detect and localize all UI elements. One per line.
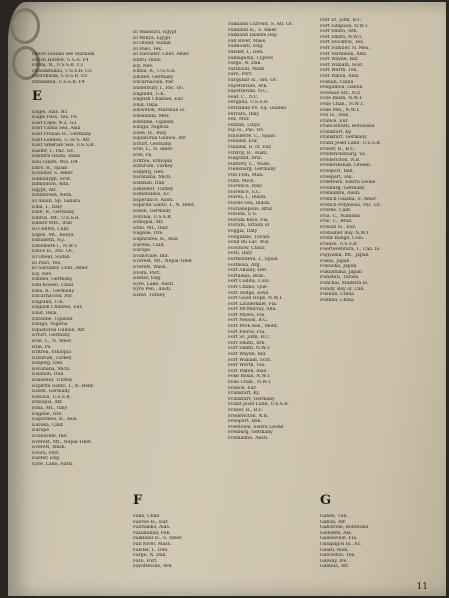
index-entry: Everett, Wash. [133, 264, 168, 270]
index-entry: Escanaba, Mich. [32, 366, 71, 372]
index-entry: Flattery, C., Wash. [228, 161, 271, 167]
index-entry: Enugu, Nigeria [32, 322, 68, 328]
index-entry: Estonia, U.S.S.R. [32, 394, 72, 400]
index-entry: Ensenada, Mex. [133, 113, 171, 119]
index-entry: Falster, I., Den. [228, 49, 264, 55]
index-entry: Eugene, Ore. [32, 411, 63, 417]
index-entry: Easter, I., Pac. Oc. [32, 148, 75, 154]
index-entry: Fremantle, Austl. [320, 191, 361, 197]
index-entry: Foxe Chan., N.W.T. [228, 380, 272, 385]
index-entry: East London, U. of S. Afr. [32, 137, 91, 143]
index-entry: Fort Worth, Tex. [228, 363, 266, 369]
index-entry: Fayetteville, Ark. [133, 564, 173, 570]
index-entry: Everett, Wash. [32, 445, 67, 451]
index-entry: Eastern Ghats, India [32, 154, 81, 160]
section-letter-f: F [133, 493, 143, 508]
index-entry: Fada, Chad [133, 514, 160, 519]
index-entry: Faro, Port. [133, 558, 158, 564]
index-entry: Fort William, Scot. [228, 357, 272, 363]
index-entry: Elba, I., Italy [32, 204, 63, 210]
index-entry: Fuerteventura, I., Can. Is. [320, 247, 381, 253]
index-entry: Falkland Current, S. Atl. Oc. [228, 22, 294, 27]
index-entry: Ellice Is., Pac. Oc. [32, 249, 74, 255]
index-entry: Emi Koussi, Chad [32, 282, 73, 288]
entry-list [320, 514, 422, 570]
index-entry: Erie, L., N. Amer. [32, 338, 73, 344]
index-entry: Eureka, Calif. [32, 422, 64, 428]
index-entry: Galati, Rom. [320, 547, 349, 553]
index-entry: Fezzan, Libya [228, 122, 260, 128]
index-entry: Fort Good Hope, N.W.T. [228, 296, 283, 302]
index-entry: Fort Stockton, Tex. [320, 40, 365, 46]
index-entry: Foggia, Italy [228, 228, 258, 234]
index-entry: Erzurum, Turkey [133, 164, 173, 170]
index-entry: Eniwetok, Marshall Is. [133, 108, 186, 114]
index-entry: Equatorial Guinea, Afr. [133, 136, 187, 142]
index-entry: Fujiyama, Mt., Japan [320, 252, 369, 258]
index-entry: Flin Flon, Man. [228, 173, 264, 179]
index-entry: Enid, Okla. [133, 102, 159, 108]
index-entry: Galveston, Tex. [320, 553, 356, 559]
index-entry: Fox Is., Alas. [320, 113, 350, 119]
index-entry: Fuzhou, China [320, 297, 354, 303]
index-entry: El Paso, Tex. [32, 260, 62, 266]
index-entry: Faisalabad, Pak. [133, 530, 171, 536]
index-entry: Faeroe Is., Eur. [133, 519, 169, 525]
section-f [133, 494, 235, 570]
index-entry: Fiji Is., Pac. Oc. [228, 128, 265, 134]
index-entry: Emden, Germany [133, 74, 174, 80]
index-entry: Fort Pierce, Fla. [228, 329, 266, 335]
index-entry: Fort Smith, N.W.T. [320, 34, 363, 40]
index-entry: Etna, Mt., Italy [32, 406, 68, 412]
index-entry: Eyre, Lake, Austl. [32, 461, 74, 467]
index-entry: Galway, Ire. [320, 558, 348, 564]
index-entry: Flores Sea, Indon. [228, 201, 271, 206]
index-entry: Falmouth, Eng. [228, 44, 264, 50]
index-entry: Frankfurt, Germany [320, 135, 367, 141]
index-entry: Ecuador, S. Amer. [32, 171, 74, 177]
index-entry: Fort Myers, Fla. [228, 312, 266, 318]
index-entry: Foshan, China [320, 79, 354, 85]
index-entry: Fort Worth, Tex. [320, 68, 358, 74]
index-entry: Elburz Mts., Iran [32, 221, 72, 227]
index-entry: Esperance, Austl. [133, 197, 174, 203]
index-entry: Edinburgh, Scot. [32, 176, 72, 182]
index-entry: Fredericton, N.B. [320, 157, 361, 163]
index-entry: Foxe Chan., N.W.T. [320, 101, 364, 107]
index-entry: Franz Josef Land, U.S.S.R. [228, 402, 290, 408]
section-g [320, 494, 422, 570]
index-entry: Fairbanks, Alas. [133, 525, 171, 531]
index-entry: Fort Collins, Colo. [228, 279, 271, 285]
index-entry: Frederikshab, Greenl. [320, 163, 372, 169]
index-entry: England, U.K. [133, 91, 166, 97]
index-entry: El Minya, Egypt [133, 35, 171, 41]
index-entry: East Siberian Sea, U.S.S.R. [32, 143, 96, 149]
index-entry: Essen, Germany [133, 209, 171, 214]
index-entry: El Paso, Tex. [133, 46, 163, 52]
index-entry: Frobisher Bay, N.W.T. [320, 230, 370, 236]
index-entry: Eureka, Calif. [133, 242, 165, 248]
index-entry: Euphrates, R., Asia [133, 236, 178, 242]
index-entry: Evora, Port. [32, 450, 60, 456]
index-entry: Frankfurt, Germany [228, 396, 275, 402]
index-entry: El Obeid, Sudan [133, 41, 171, 47]
index-entry: Fort Peck Res., Mont. [228, 324, 279, 330]
index-entry: Falkland Islands Dep. [228, 33, 279, 39]
index-entry: Fraser, R., B.C. [228, 407, 264, 413]
index-entry: Fort Smith, Ark. [320, 29, 358, 35]
index-entry: Esbjerg, Den. [133, 169, 165, 175]
index-entry: Fremantle, Austl. [228, 435, 269, 441]
index-entry: Gainesville, Fla. [320, 536, 358, 542]
binder-ring-icon [10, 8, 40, 44]
index-entry: Freetown, Sierra Leone [228, 424, 284, 430]
index-entry: Eindhoven, Neth. [32, 193, 73, 199]
index-entry: French Guiana, S. Amer. [320, 197, 377, 202]
index-entry: Flensburg, Germany [228, 167, 276, 173]
index-entry: Gadsden, Ala. [320, 530, 353, 536]
index-entry: Esfahan, Iran [133, 181, 165, 187]
index-entry: Fort Sumner, N. Mex. [320, 45, 371, 51]
index-entry: Eskisehir, Turkey [133, 186, 174, 192]
index-entry: El Aaiun, Sp. Sahara [32, 199, 81, 205]
index-entry: Fergana, U.S.S.R. [228, 100, 269, 106]
index-entry: Dutch Guiana see Surinam [32, 52, 95, 57]
index-entry: Dzaudzhikau, U.S.S.R. G5 [32, 68, 92, 74]
index-entry: Ellesmere I., N.W.T. [32, 243, 78, 249]
index-entry: Fredericksburg, Va. [320, 152, 367, 158]
index-entry: Exeter, Eng. [32, 456, 61, 462]
index-entry: Evansville, Ind. [32, 434, 68, 439]
index-entry: Elgon, Mt., Kenya [32, 232, 74, 238]
index-entry: Faribault, Minn. [228, 66, 266, 72]
index-entry: Freetown, Sierra Leone [320, 180, 376, 186]
index-entry: Funafuti, Tuvalu [320, 275, 359, 281]
index-entry: Florida, Straits of [228, 223, 270, 229]
index-entry: Fongafale, Tuvalu [228, 234, 270, 240]
index-entry: Ferrara, Italy [228, 111, 260, 117]
index-entry: Fitzroy, R., Austl. [228, 150, 269, 156]
index-entry: Fargo, N. Dak. [228, 61, 262, 67]
index-entry: Eau Claire, Wis. D4 [32, 159, 78, 165]
index-entry: Fall River, Mass. [133, 541, 172, 547]
entry-list [32, 110, 134, 468]
index-entry: Falkland Is., S. Amer. [133, 536, 183, 542]
index-entry: Fort Chimo, Que. [228, 284, 269, 290]
index-entry: Fukushima, Japan [320, 269, 362, 275]
index-entry: Entebbe, Uganda [32, 316, 73, 322]
index-entry: Erie, Pa. [133, 153, 153, 159]
index-entry: Fraser, R., B.C. [320, 146, 356, 152]
index-entry: Egypt, Afr. [32, 187, 57, 193]
index-entry: Fargo, N. Dak. [133, 553, 167, 559]
index-entry: Formentera, I., Spain [228, 256, 278, 262]
index-entry: Entebbe, Uganda [133, 119, 174, 125]
index-entry: Formosa, Arg. [228, 262, 261, 268]
index-entry: El Obeid, Sudan [32, 255, 70, 260]
index-entry: Fort Vermilion, Alta. [320, 51, 368, 57]
lead-entries [32, 52, 134, 86]
index-entry: Fort Albany, Ont. [228, 268, 268, 274]
index-entry: Dutch Harbor, U.S.A. F4 [32, 57, 89, 63]
index-entry: Fort William, Scot. [320, 62, 364, 68]
index-entry: Front Range, Colo. [320, 236, 365, 242]
index-entry: Europe [133, 248, 150, 254]
index-entry: Freiburg, Germany [228, 430, 273, 436]
index-entry: Etna, Mt., Italy [133, 225, 169, 231]
index-entry: Gabon, Afr. [320, 519, 347, 525]
index-entry: Florence, Italy [228, 184, 262, 190]
index-entry: Everest, Mt., Nepal-Tibet [133, 259, 192, 265]
index-entry: Fort St. John, B.C. [228, 335, 271, 341]
index-entry: Elbe, R., Germany [32, 210, 75, 216]
index-entry: Fougamou, Gabon [320, 85, 363, 91]
index-column-2 [133, 30, 235, 299]
index-entry: Fort Dodge, Iowa [228, 290, 269, 296]
index-entry: Ethiopia, Afr. [32, 400, 63, 406]
index-entry: Foxe Pen., N.W.T. [320, 107, 360, 113]
index-entry: Frankfort, Ky. [320, 129, 352, 135]
index-entry: East Cape, N.Z. G2 [32, 120, 77, 126]
page-number: 11 [416, 582, 428, 592]
index-entry: Galapagos Is., Ec. [320, 541, 362, 547]
index-entry: Enugu, Nigeria [133, 125, 169, 131]
index-entry: Fayetteville, N.C. [228, 89, 268, 95]
index-entry: Falkland Is., S. Amer. [228, 27, 278, 33]
index-entry: Elizabeth, N.J. [32, 238, 65, 244]
index-entry: Escanaba, Mich. [133, 175, 172, 181]
index-entry: French Polynesia, Pac. Oc. [320, 202, 382, 208]
index-page [8, 2, 446, 596]
index-entry: Fundy, Bay of, Can. [320, 286, 366, 292]
section-letter-e: E [32, 88, 42, 104]
index-entry: East Frisian Is., Germany [32, 131, 92, 137]
index-entry: Erfurt, Germany [32, 333, 71, 339]
index-entry: Florence, S.C. [228, 189, 261, 195]
index-entry: Frisian Is., Eur. [320, 224, 356, 230]
index-entry: France, Eur. [320, 118, 349, 124]
index-entry: Faro, Port. [228, 72, 253, 78]
index-entry: Ely, Nev. [133, 63, 153, 69]
index-entry: Fez, Mor. [228, 117, 250, 123]
entry-list [133, 514, 235, 570]
index-entry: Fukui, Japan [320, 258, 350, 264]
index-entry: Freeport, Tex. [320, 174, 353, 180]
index-entry: Freeport, Bah. [228, 419, 263, 425]
index-entry: Famagusta, Cyprus [228, 55, 274, 61]
index-entry: Emba, R., U.S.S.R. [133, 69, 176, 75]
index-entry: Gaborone, Botswana [320, 525, 369, 531]
index-entry: Fort Yukon, Alas. [320, 73, 360, 79]
index-entry: Farquhar Is., Ind. Oc. [228, 77, 279, 83]
index-entry: Dzhambul, U.S.S.R. F4 [32, 79, 85, 85]
index-entry: Fayetteville, Ark. [228, 83, 268, 89]
index-entry: Ezine, Turkey [133, 292, 166, 298]
index-entry: Fort McMurray, Alta. [228, 307, 278, 313]
index-entry: Flint, Mich. [228, 178, 256, 184]
index-entry: Fortaleza, Braz. [228, 273, 265, 279]
index-entry: Fort Smith, Ark. [228, 340, 266, 346]
index-entry: Frankfort, Ky. [228, 391, 260, 397]
index-entry: Frunze, U.S.S.R. [320, 241, 359, 247]
index-entry: Erzurum, Turkey [32, 355, 72, 361]
index-entry: Fort Nelson, B.C. [228, 318, 269, 324]
index-entry: Flores, I., Indon. [228, 195, 267, 201]
index-entry: Fria, C., Namibia [320, 213, 360, 219]
index-entry: El Mansura, Egypt [133, 30, 177, 35]
index-entry: Eyre, Lake, Austl. [133, 281, 175, 287]
index-entry: Forli, Italy [228, 251, 253, 257]
index-entry: English Channel, Eur. [32, 305, 83, 311]
index-entry: Florianopolis, Braz. [228, 206, 274, 212]
index-entry: Encarnacion, Par. [133, 80, 174, 86]
index-entry: El Salvador, Cent. Amer. [133, 52, 190, 58]
index-entry: England, U.K. [32, 299, 65, 305]
index-entry: Dzerzhinsk, U.S.S.R. D5 [32, 74, 88, 80]
index-entry: Eagle, Alas. B5 [32, 109, 68, 115]
index-entry: Gabes, Tun. [320, 514, 348, 519]
index-entry: El Salvador, Cent. Amer. [32, 266, 89, 272]
index-entry: Flagstaff, Ariz. [228, 156, 263, 162]
index-entry: Ethiopia, Afr. [133, 220, 164, 226]
index-entry: Fond du Lac, Wis. [228, 240, 270, 246]
index-entry: Eolie, Is., Italy [133, 130, 167, 136]
index-entry: Foveaux Str., N.Z. [320, 90, 362, 96]
index-entry: Erfurt, Germany [133, 141, 172, 147]
index-entry: Freiburg, Germany [320, 185, 365, 191]
index-entry: Fresno, Calif. [320, 208, 352, 214]
index-entry: Eluru, India [133, 57, 161, 63]
index-entry: Freeport, Bah. [320, 169, 355, 175]
index-entry: Eyre Pen., Austl. [133, 287, 172, 293]
index-entry: Fort Wayne, Ind. [320, 57, 359, 63]
index-column-3 [228, 22, 330, 442]
index-entry: Evansville, Ind. [133, 253, 169, 259]
index-entry: Europe [32, 428, 49, 434]
index-entry: Finisterre, C., Spain [228, 133, 276, 139]
index-entry: Esbjerg, Den. [32, 361, 64, 367]
index-entry: Enid, Okla. [32, 310, 58, 316]
index-entry: Esmeraldas, Ec. [133, 192, 171, 198]
index-entry: East China Sea, Asia [32, 126, 81, 132]
index-entry: Eagle Pass, Tex. F6 [32, 115, 77, 121]
index-entry: Espiritu Santo, I., N. Hebr. [133, 203, 196, 209]
index-entry: El Centro, Calif. [32, 227, 70, 233]
index-entry: Falster, I., Den. [133, 547, 169, 553]
index-entry: Fall River, Mass. [228, 38, 267, 44]
index-entry: Esfahan, Iran [32, 372, 64, 378]
index-entry: Fort Wayne, Ind. [228, 352, 267, 358]
index-entry: Erie, L., N. Amer. [133, 147, 174, 153]
index-entry: Florida Keys, Fla. [228, 217, 269, 223]
index-entry: Foochow, China [228, 245, 265, 251]
index-entry: Ely, Nev. [32, 271, 52, 277]
index-entry: Eskisehir, Turkey [32, 378, 73, 384]
index-entry: Dvina, N., U.S.S.R. C3 [32, 63, 84, 69]
index-entry: Exeter, Eng. [133, 276, 162, 282]
index-entry: Finland, Eur. [228, 139, 259, 145]
index-entry: Edmonton, Alta. [32, 182, 70, 188]
index-entry: Everest, Mt., Nepal-Tibet [32, 439, 91, 445]
index-entry: Florida, U.S. [228, 212, 258, 218]
index-entry: France, Eur. [228, 385, 257, 391]
index-entry: Euphrates, R., Asia [32, 417, 77, 423]
index-entry: Francistown, Botswana [320, 124, 375, 130]
section-letter-g: G [320, 493, 332, 508]
index-column-4 [320, 18, 422, 303]
index-entry: Gambia, Afr. [320, 564, 349, 570]
index-entry: Eugene, Ore. [133, 231, 164, 237]
index-column-1 [32, 52, 134, 468]
index-entry: Fushun, China [320, 292, 354, 298]
index-entry: Finland, G. of, Eur. [228, 145, 272, 151]
index-entry: Fort Yukon, Alas. [228, 368, 268, 374]
index-entry: Franz Josef Land, U.S.S.R. [320, 141, 382, 147]
index-entry: Foxe Basin, N.W.T. [228, 374, 271, 380]
index-entry: Fukuoka, Japan [320, 264, 357, 270]
index-entry: Fredericton, N.B. [228, 413, 269, 419]
index-entry: Fort Simpson, N.W.T. [320, 23, 369, 29]
index-entry: Evora, Port. [133, 270, 161, 276]
index-entry: Funchal, Madeira Is. [320, 280, 369, 286]
index-entry: Fort Lauderdale, Fla. [228, 301, 278, 307]
index-entry: Fort St. John, B.C. [320, 18, 363, 23]
index-entry: Espiritu Santo, I., N. Hebr. [32, 383, 95, 389]
index-entry: Equatorial Guinea, Afr. [32, 327, 86, 333]
index-entry: Eritrea, Ethiopia [32, 350, 71, 356]
index-entry: Enderbury I., Pac. Oc. [133, 85, 185, 91]
index-entry: Fort Smith, N.W.T. [228, 346, 271, 352]
index-entry: Foxe Basin, N.W.T. [320, 96, 363, 102]
index-entry: Elbrus, Mt., U.S.S.R. [32, 215, 80, 221]
index-entry: Ems, R., Germany [32, 288, 75, 294]
index-entry: Fear, C., N.C. [228, 94, 259, 100]
index-entry: Fernando Po, Eq. Guinea [228, 105, 286, 111]
index-entry: Eritrea, Ethiopia [133, 158, 172, 164]
index-entry: Estonia, U.S.S.R. [133, 214, 173, 220]
index-entry: English Channel, Eur. [133, 97, 184, 103]
index-entry: Emden, Germany [32, 277, 73, 283]
index-entry: Frio, C., Braz. [320, 219, 353, 225]
index-entry: Ebro, R., Spain [32, 165, 68, 171]
index-entry: Encarnacion, Par. [32, 294, 73, 300]
index-entry: Essen, Germany [32, 389, 70, 395]
index-entry: Erie, Pa. [32, 344, 52, 350]
